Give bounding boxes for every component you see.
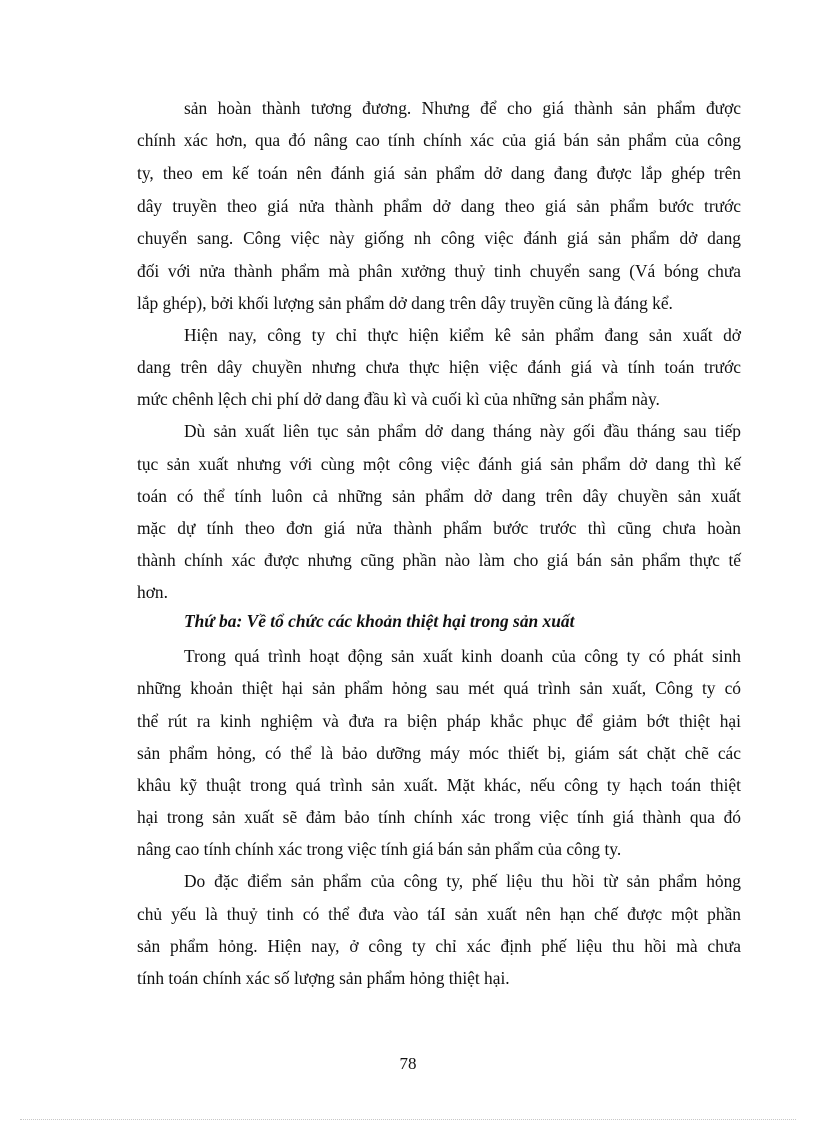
- page-number: 78: [399, 1054, 417, 1073]
- text-line: toán có thể tính luôn cả những sản phẩm dở dang trên dây chuyền sản xuất: [137, 486, 741, 506]
- text-line: Dù sản xuất liên tục sản phẩm dở dang tháng này gối đầu tháng sau tiếp: [184, 421, 741, 441]
- text-line: chủ yếu là thuỷ tinh có thể đưa vào táI sản xuất nên hạn chế được một phần: [137, 904, 741, 924]
- text-line: thành chính xác được nhưng cũng phần nào làm cho giá bán sản phẩm thực tế: [137, 550, 741, 570]
- text-line: mặc dự tính theo đơn giá nửa thành phẩm bước trước thì cũng chưa hoàn: [137, 518, 741, 538]
- text-line: tính toán chính xác số lượng sản phẩm hỏng thiệt hại.: [137, 968, 510, 988]
- text-line: sản phẩm hỏng. Hiện nay, ở công ty chỉ xác định phế liệu thu hồi mà chưa: [137, 936, 741, 956]
- text-line: hại trong sản xuất sẽ đảm bảo tính chính xác trong việc tính giá thành qua đó: [137, 807, 741, 827]
- page-bottom-border: [20, 1119, 796, 1120]
- text-line: chuyển sang. Công việc này giống nh công việc đánh giá sản phẩm dở dang: [137, 228, 741, 248]
- text-line: dây truyền theo giá nửa thành phẩm dở dang theo giá sản phẩm bước trước: [137, 196, 741, 216]
- text-line: Trong quá trình hoạt động sản xuất kinh doanh của công ty có phát sinh: [184, 646, 741, 666]
- text-line: sản hoàn thành tương đương. Nhưng để cho giá thành sản phẩm được: [184, 98, 741, 118]
- text-line: những khoản thiệt hại sản phẩm hỏng sau mét quá trình sản xuất, Công ty có: [137, 678, 741, 698]
- text-line: đối với nửa thành phẩm mà phân xưởng thuỷ tinh chuyển sang (Vá bóng chưa: [137, 261, 741, 281]
- text-line: Do đặc điểm sản phẩm của công ty, phế liệu thu hồi từ sản phẩm hỏng: [184, 871, 741, 891]
- text-line: mức chênh lệch chi phí dở dang đầu kì và cuối kì của những sản phẩm này.: [137, 389, 660, 409]
- text-line: Hiện nay, công ty chỉ thực hiện kiểm kê sản phẩm đang sản xuất dở: [184, 325, 741, 345]
- section-heading: Thứ ba: Về tổ chức các khoản thiệt hại trong sản xuất: [184, 611, 575, 631]
- text-line: thể rút ra kinh nghiệm và đưa ra biện pháp khắc phục để giảm bớt thiệt hại: [137, 711, 741, 731]
- text-line: lắp ghép), bởi khối lượng sản phẩm dở dang trên dây truyền cũng là đáng kể.: [137, 293, 673, 313]
- text-line: sản phẩm hỏng, có thể là bảo dưỡng máy móc thiết bị, giám sát chặt chẽ các: [137, 743, 741, 763]
- text-line: ty, theo em kế toán nên đánh giá sản phẩm dở dang đang được lắp ghép trên: [137, 163, 741, 183]
- text-line: chính xác hơn, qua đó nâng cao tính chính xác của giá bán sản phẩm của công: [137, 130, 741, 150]
- text-line: dang trên dây chuyền nhưng chưa thực hiện việc đánh giá và tính toán trước: [137, 357, 741, 377]
- text-line: khâu kỹ thuật trong quá trình sản xuất. Mặt khác, nếu công ty hạch toán thiệt: [137, 775, 741, 795]
- text-line: nâng cao tính chính xác trong việc tính giá bán sản phẩm của công ty.: [137, 839, 622, 859]
- text-line: tục sản xuất nhưng với cùng một công việc đánh giá sản phẩm dở dang thì kế: [137, 454, 741, 474]
- text-line: hơn.: [137, 582, 168, 602]
